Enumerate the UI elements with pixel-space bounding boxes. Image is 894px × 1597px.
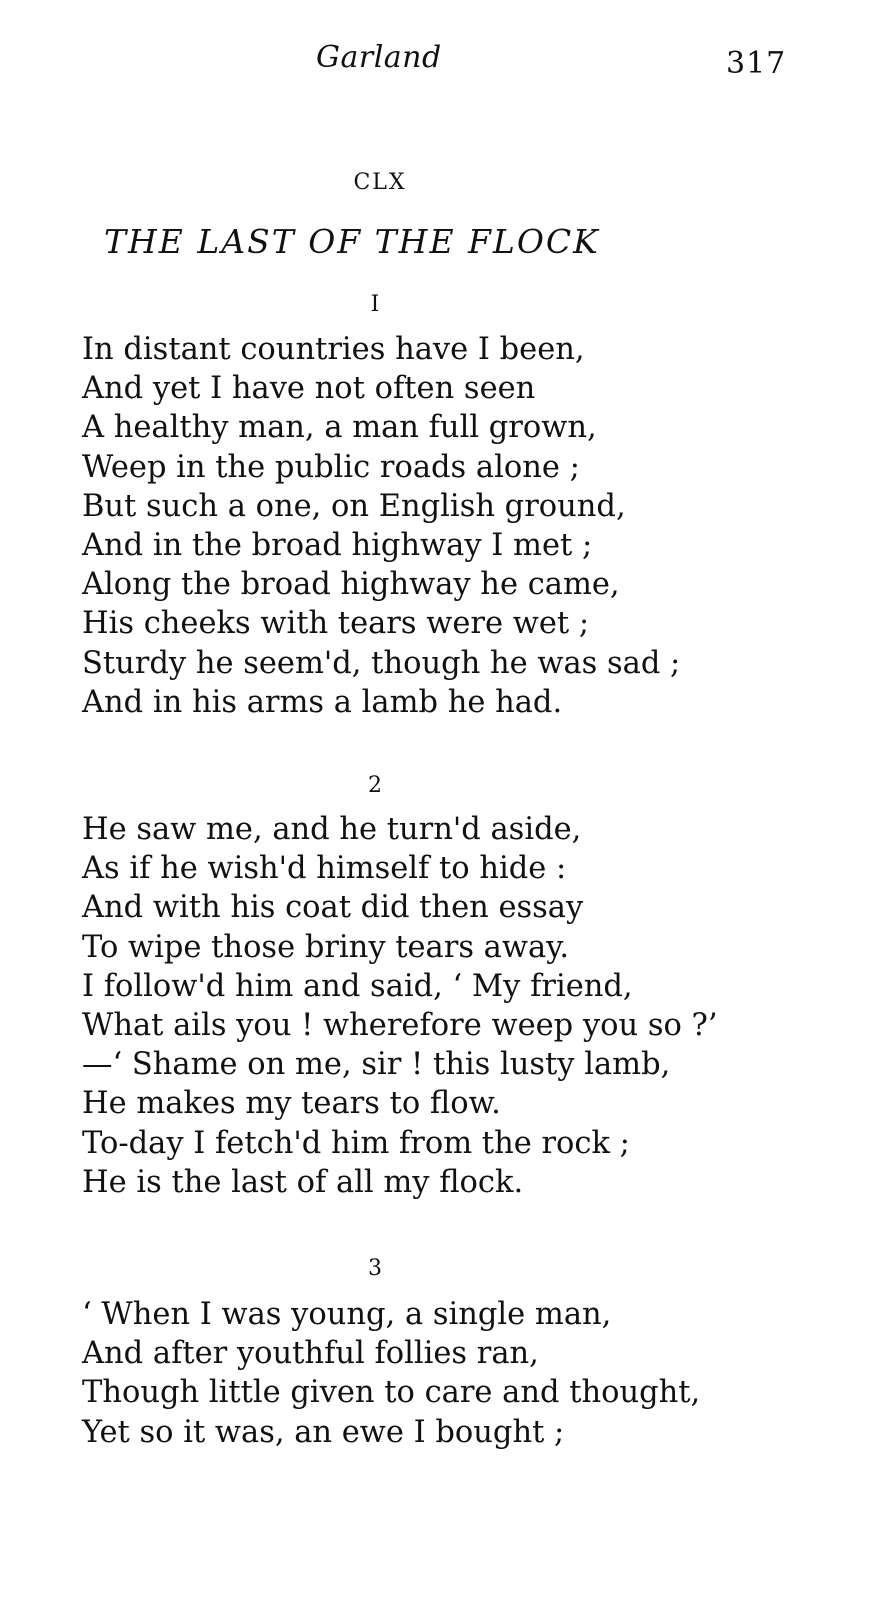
stanza-number-1: I [370, 292, 380, 317]
poem-number: CLX [353, 170, 407, 195]
page-number: 317 [726, 46, 787, 81]
verse-line: Along the broad highway he came, [82, 567, 620, 603]
verse-line: A healthy man, a man full grown, [82, 410, 597, 446]
verse-line: He makes my tears to flow. [82, 1086, 501, 1122]
running-title: Garland [316, 40, 442, 75]
verse-line: I follow'd him and said, ‘ My friend, [82, 968, 633, 1004]
verse-line: He is the last of all my flock. [82, 1164, 524, 1200]
verse-line: To-day I fetch'd him from the rock ; [82, 1125, 630, 1161]
verse-line: And in the broad highway I met ; [82, 528, 593, 564]
verse-line: Though little given to care and thought, [82, 1375, 701, 1411]
verse-line: ‘ When I was young, a single man, [82, 1297, 612, 1332]
stanza-2 [82, 810, 862, 1202]
verse-line: Yet so it was, an ewe I bought ; [82, 1414, 565, 1450]
stanza-number-2: 2 [368, 773, 382, 798]
stanza-3 [82, 1295, 862, 1452]
verse-line: Sturdy he seem'd, though he was sad ; [82, 645, 681, 681]
verse-line: But such a one, on English ground, [82, 488, 626, 524]
verse-line: And in his arms a lamb he had. [82, 684, 563, 720]
verse-line: And after youthful follies ran, [82, 1336, 539, 1372]
verse-line: To wipe those briny tears away. [82, 929, 570, 965]
verse-line: What ails you ! wherefore weep you so ?’ [82, 1008, 718, 1044]
verse-line: And yet I have not often seen [82, 371, 536, 407]
poem-title: THE LAST OF THE FLOCK [104, 222, 600, 261]
verse-line: As if he wish'd himself to hide : [82, 851, 567, 887]
verse-line: Weep in the public roads alone ; [82, 449, 580, 485]
verse-line: He saw me, and he turn'd aside, [82, 812, 582, 847]
verse-line: And with his coat did then essay [82, 890, 584, 926]
verse-line: —‘ Shame on me, sir ! this lusty lamb, [82, 1047, 671, 1083]
verse-line: His cheeks with tears were wet ; [82, 606, 590, 642]
stanza-1 [82, 330, 862, 722]
verse-line: In distant countries have I been, [82, 332, 585, 367]
running-head [0, 40, 894, 80]
stanza-number-3: 3 [368, 1256, 382, 1281]
